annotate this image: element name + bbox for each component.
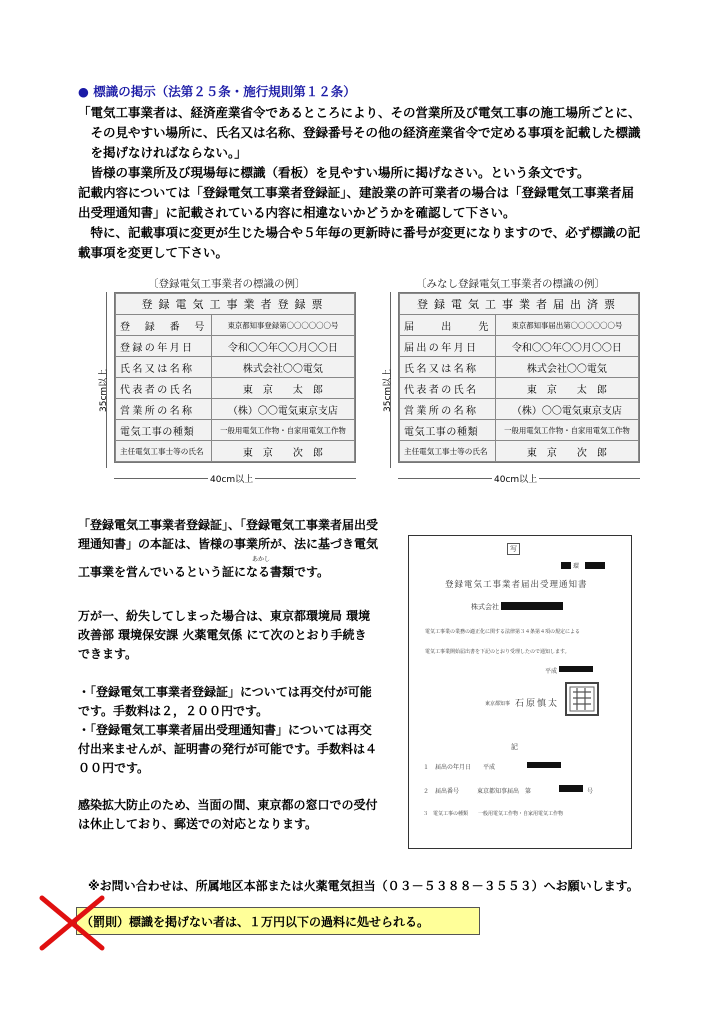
body-p2-line-2: 改善部 環境保安課 火薬電気係 にて次のとおり手続き	[78, 628, 367, 642]
sign-right-label: 氏名又は名称	[400, 357, 496, 378]
body-p3-line-5: ００円です。	[78, 761, 150, 775]
bullet-icon: ●	[78, 84, 89, 99]
certificate-item-3: ３ 電気工事の種類 一般用電気工作物・自家用電気工作物	[423, 811, 564, 817]
sign-right-value: 東 京 次 郎	[495, 441, 638, 462]
right-width-label: 40cm以上	[492, 472, 539, 485]
redaction-bar	[527, 762, 561, 768]
sign-right-label: 届 出 先	[400, 315, 496, 336]
certificate-signer-name: 石原慎太	[515, 699, 560, 709]
contact-note: ※お問い合わせは、所属地区本部または火薬電気担当（０３－５３８８－３５５３）へお願いします。	[88, 879, 639, 893]
certificate-item-2: ２ 届出番号 東京都知事届出 第	[423, 788, 532, 795]
sign-right-label: 電気工事の種類	[400, 420, 496, 441]
certificate-ki: 記	[511, 743, 518, 751]
body-p3-line-3: ・「登録電気工事業者届出受理通知書」については再交	[78, 723, 372, 737]
sign-left-value: （株）〇〇電気東京支店	[211, 399, 354, 420]
certificate-signer-title: 東京都知事	[485, 701, 511, 707]
official-seal-icon	[565, 682, 599, 716]
redaction-bar	[501, 602, 563, 610]
sign-left-label: 氏名又は名称	[116, 357, 212, 378]
sign-left-value: 東 京 太 郎	[211, 378, 354, 399]
penalty-notice: （罰則）標識を掲げない者は、１万円以下の過料に処せられる。	[76, 907, 480, 935]
sign-right-caption: 〔みなし登録電気工事業者の標識の例〕	[416, 278, 605, 290]
body-p3-line-1: ・「登録電気工事業者登録証」については再交付が可能	[78, 685, 372, 699]
intro-line-7: 特に、記載事項に変更が生じた場合や５年毎の更新時に番号が変更になりますので、必ず標識の記	[78, 225, 641, 240]
redaction-bar	[585, 562, 605, 569]
redaction-bar	[559, 785, 583, 792]
sign-right-value: 株式会社〇〇電気	[495, 357, 638, 378]
intro-line-4: 皆様の事業所及び現場毎に標識（看板）を見やすい場所に掲げなさい。という条文です。	[78, 165, 590, 180]
sign-right-value: 令和〇〇年〇〇月〇〇日	[495, 336, 638, 357]
sign-right-label: 主任電気工事士等の氏名	[400, 441, 496, 462]
sign-left-value: 一般用電気工作物・自家用電気工作物	[211, 420, 354, 441]
body-p1-line-3: 工事業を営んでいるという証になる書類です。	[78, 565, 330, 579]
certificate-title: 登録電気工事業者届出受理通知書	[445, 580, 588, 590]
certificate-recipient: 株式会社	[471, 603, 499, 611]
sign-right-title: 登録電気工事業者届出済票	[400, 294, 639, 315]
sign-left-label: 代表者の氏名	[116, 378, 212, 399]
sign-right-label: 代表者の氏名	[400, 378, 496, 399]
heading-text: 標識の掲示（法第２５条・施行規則第１２条）	[93, 84, 356, 99]
redaction-bar	[559, 666, 593, 672]
certificate-office-no: 環	[573, 563, 580, 570]
right-height-label: 35cm以上	[383, 368, 393, 412]
sign-left-label: 電気工事の種類	[116, 420, 212, 441]
certificate-image	[408, 535, 632, 849]
intro-line-3: を掲げなければならない。」	[78, 145, 247, 160]
left-height-label: 35cm以上	[99, 368, 109, 412]
body-p3-line-2: です。手数料は２，２００円です。	[78, 704, 269, 718]
intro-line-1: 「電気工事業者は、経済産業省令であるところにより、その営業所及び電気工事の施工場所ごとに、	[78, 105, 641, 120]
body-p4-line-2: は休止しており、郵送での対応となります。	[78, 817, 318, 831]
certificate-line-2: 電気工事業開始届出書を下記のとおり受理したので通知します。	[425, 649, 570, 655]
sign-right-label: 営業所の名称	[400, 399, 496, 420]
section-heading	[78, 82, 356, 100]
sign-left-caption: 〔登録電気工事業者の標識の例〕	[148, 278, 306, 290]
body-p1-line-2: 理通知書」の本証は、皆様の事業所が、法に基づき電気	[78, 537, 379, 551]
sign-right-value: 一般用電気工作物・自家用電気工作物	[495, 420, 638, 441]
sign-right-label: 届出の年月日	[400, 336, 496, 357]
body-p2-line-1: 万が一、紛失してしまった場合は、東京都環境局 環境	[78, 609, 371, 623]
ruby-akashi: あかし	[252, 556, 271, 563]
intro-line-8: 載事項を変更して下さい。	[78, 245, 229, 260]
body-p2-line-3: できます。	[78, 647, 138, 661]
sign-left-value: 東京都知事登録第〇〇〇〇〇〇号	[211, 315, 354, 336]
body-p1-line-1: 「登録電気工事業者登録証」、「登録電気工事業者届出受	[78, 518, 379, 532]
certificate-date: 平成	[545, 668, 558, 675]
intro-line-2: その見やすい場所に、氏名又は名称、登録番号その他の経済産業省令で定める事項を記載した標識	[78, 125, 641, 140]
body-p4-line-1: 感染拡大防止のため、当面の間、東京都の窓口での受付	[78, 798, 378, 812]
sign-left-label: 登録の年月日	[116, 336, 212, 357]
sign-right-value: 東 京 太 郎	[495, 378, 638, 399]
red-x-icon	[36, 892, 108, 952]
redaction-bar	[561, 562, 571, 569]
sign-left-label: 主任電気工事士等の氏名	[116, 441, 212, 462]
body-p3-line-4: 付出来ませんが、証明書の発行が可能です。手数料は４	[78, 742, 378, 756]
sign-left-title: 登録電気工事業者登録票	[116, 294, 355, 315]
intro-line-5: 記載内容については「登録電気工事業者登録証」、建設業の許可業者の場合は「登録電気工事業者届	[78, 185, 635, 200]
sign-left-value: 東 京 次 郎	[211, 441, 354, 462]
certificate-item-2-suffix: 号	[587, 788, 594, 795]
sign-left-label: 登 録 番 号	[116, 315, 212, 336]
registration-sign-example	[114, 292, 356, 463]
sign-right-value: 東京都知事届出第〇〇〇〇〇〇号	[495, 315, 638, 336]
intro-line-6: 出受理通知書」に記載されている内容に相違ないかどうかを確認して下さい。	[78, 205, 516, 220]
sign-left-label: 営業所の名称	[116, 399, 212, 420]
certificate-corner-mark: 写	[507, 543, 520, 555]
notification-sign-example	[398, 292, 640, 463]
sign-left-value: 株式会社〇〇電気	[211, 357, 354, 378]
sign-right-value: （株）〇〇電気東京支店	[495, 399, 638, 420]
left-width-label: 40cm以上	[208, 472, 255, 485]
sign-left-value: 令和〇〇年〇〇月〇〇日	[211, 336, 354, 357]
certificate-item-1: １ 届出の年月日 平成	[423, 764, 496, 771]
certificate-line-1: 電気工事業の業務の適正化に関する法律第３４条第４項の規定による	[425, 629, 581, 635]
